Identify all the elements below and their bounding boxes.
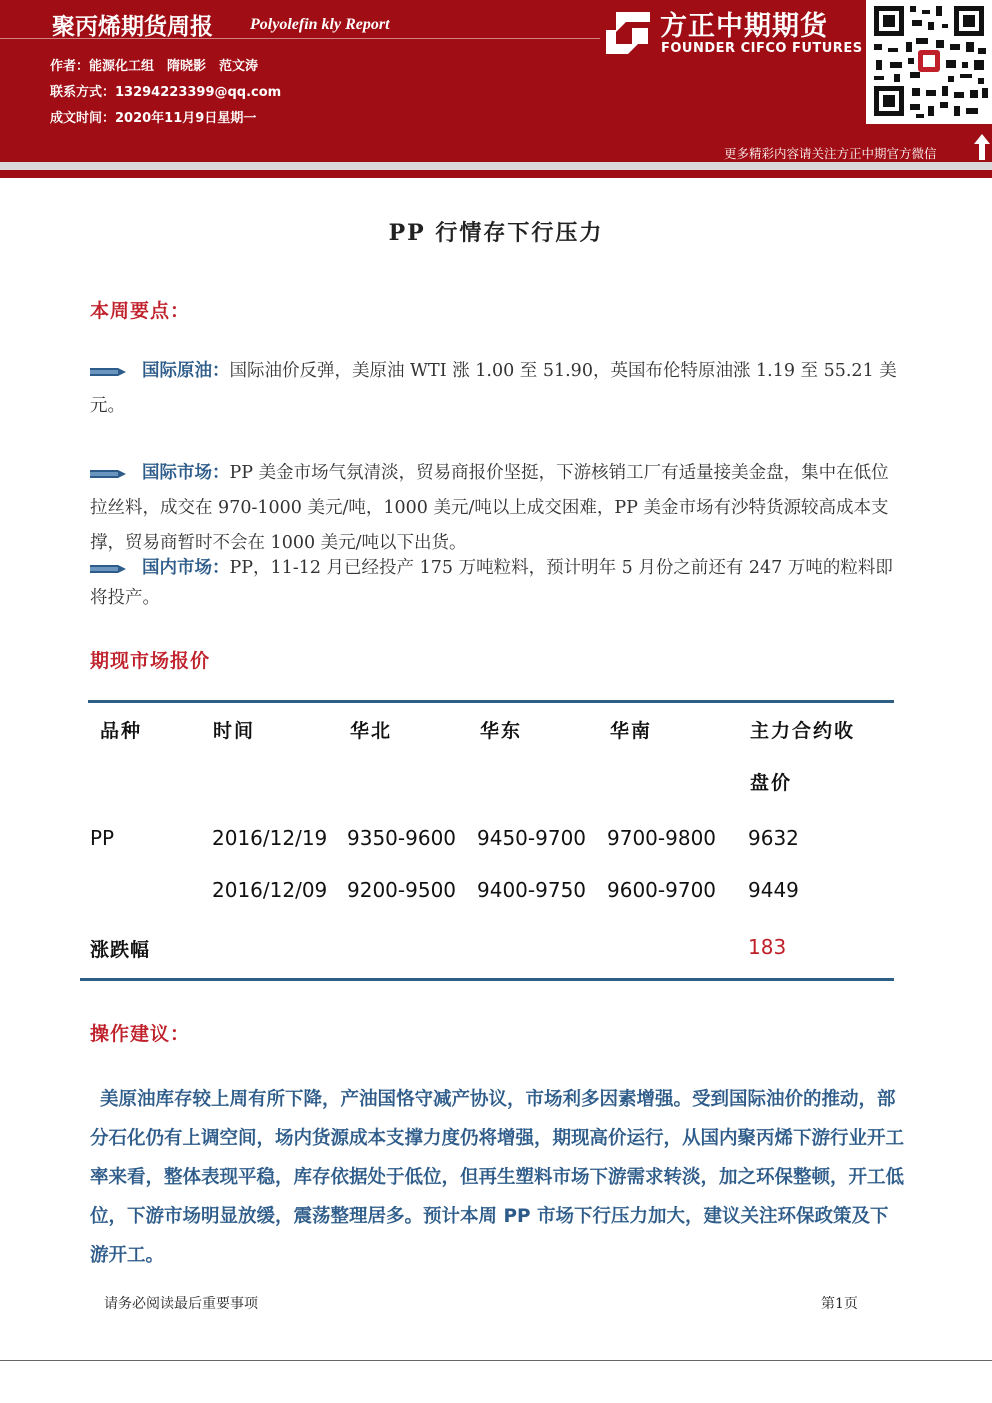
table-bottom-rule — [80, 978, 894, 981]
footer-rule — [0, 1360, 992, 1361]
col-header-south: 华南 — [610, 720, 653, 742]
table-cell: 9350-9600 — [347, 826, 457, 850]
qr-code-icon — [866, 0, 992, 124]
report-title-cn: 聚丙烯期货周报 — [52, 14, 213, 40]
table-cell: 9632 — [748, 826, 799, 850]
col-header-north: 华北 — [350, 720, 393, 742]
section-advice: 操作建议： — [90, 1023, 191, 1045]
section-quotes: 期现市场报价 — [90, 650, 211, 672]
col-header-close: 主力合约收 — [750, 720, 856, 742]
footer-notice: 请务必阅读最后重要事项 — [104, 1296, 258, 1312]
follow-wechat-text: 更多精彩内容请关注方正中期官方微信 — [724, 146, 937, 161]
point-label: 国内市场： — [142, 558, 230, 578]
logo-text-en: FOUNDER CIFCO FUTURES — [661, 41, 863, 56]
point-crude-oil — [90, 354, 904, 424]
logo-text-cn: 方正中期期货 — [660, 11, 828, 42]
header-band-red — [0, 170, 992, 178]
table-cell: 2016/12/19 — [212, 826, 328, 850]
col-header-east: 华东 — [480, 720, 523, 742]
col-header-time: 时间 — [213, 720, 256, 742]
contact-line: 联系方式：13294223399@qq.com — [50, 85, 282, 100]
point-label: 国际原油： — [142, 361, 230, 381]
point-intl-market — [90, 456, 904, 561]
report-header — [0, 0, 992, 162]
document-title: PP 行情存下行压力 — [388, 220, 604, 246]
point-text: PP 美金市场气氛清淡，贸易商报价坚挺，下游核销工厂有适量接美金盘，集中在低位拉丝料，成交在 970-1000 美元/吨，1000 美元/吨以上成交困难，PP 美金市场有沙特货源较高成本支撑，贸易商暂时不会在 1000 美元/吨以下出货。 — [90, 463, 889, 553]
table-cell: 9450-9700 — [477, 826, 587, 850]
table-cell: 9200-9500 — [347, 878, 457, 902]
table-cell: 9600-9700 — [607, 878, 717, 902]
point-label: 国际市场： — [142, 463, 230, 483]
col-header-close-2: 盘价 — [750, 772, 793, 794]
table-cell: 2016/12/09 — [212, 878, 328, 902]
col-header-product: 品种 — [100, 720, 143, 742]
arrow-bullet-icon — [90, 468, 126, 480]
table-cell: 9700-9800 — [607, 826, 717, 850]
report-title-en: Polyolefin kly Report — [250, 16, 390, 33]
footer-page-number: 第1页 — [821, 1296, 858, 1312]
author-line: 作者：能源化工组 隋晓影 范文涛 — [50, 59, 259, 74]
table-cell: 9449 — [748, 878, 799, 902]
change-label: 涨跌幅 — [90, 939, 151, 961]
point-text: PP，11-12 月已经投产 175 万吨粒料，预计明年 5 月份之前还有 247 万吨的粒料即将投产。 — [90, 558, 893, 608]
arrow-bullet-icon — [90, 563, 126, 575]
point-domestic-market — [90, 553, 904, 613]
section-key-points: 本周要点： — [90, 300, 191, 322]
change-value: 183 — [748, 935, 787, 959]
header-band-grey — [0, 162, 992, 170]
arrow-bullet-icon — [90, 366, 126, 378]
date-line: 成文时间：2020年11月9日星期一 — [50, 111, 257, 126]
up-arrow-icon — [974, 134, 990, 160]
founder-logo-icon — [602, 10, 652, 54]
table-cell: PP — [90, 826, 115, 850]
advice-paragraph: 美原油库存较上周有所下降，产油国恪守减产协议，市场利多因素增强。受到国际油价的推动，部分石化仍有上调空间，场内货源成本支撑力度仍将增强，期现高价运行，从国内聚丙烯下游行业开工率来看，整体表现平稳，库存依据处于低位，但再生塑料市场下游需求转淡，加之环保整顿，开工低位，下游市场明显放缓，震荡整理居多。预计本周 PP 市场下行压力加大，建议关注环保政策及下游开工。 — [90, 1089, 905, 1266]
table-cell: 9400-9750 — [477, 878, 587, 902]
point-text: 国际油价反弹，美原油 WTI 涨 1.00 至 51.90，英国布伦特原油涨 1.19 至 55.21 美元。 — [90, 361, 897, 416]
table-top-rule — [88, 700, 894, 703]
